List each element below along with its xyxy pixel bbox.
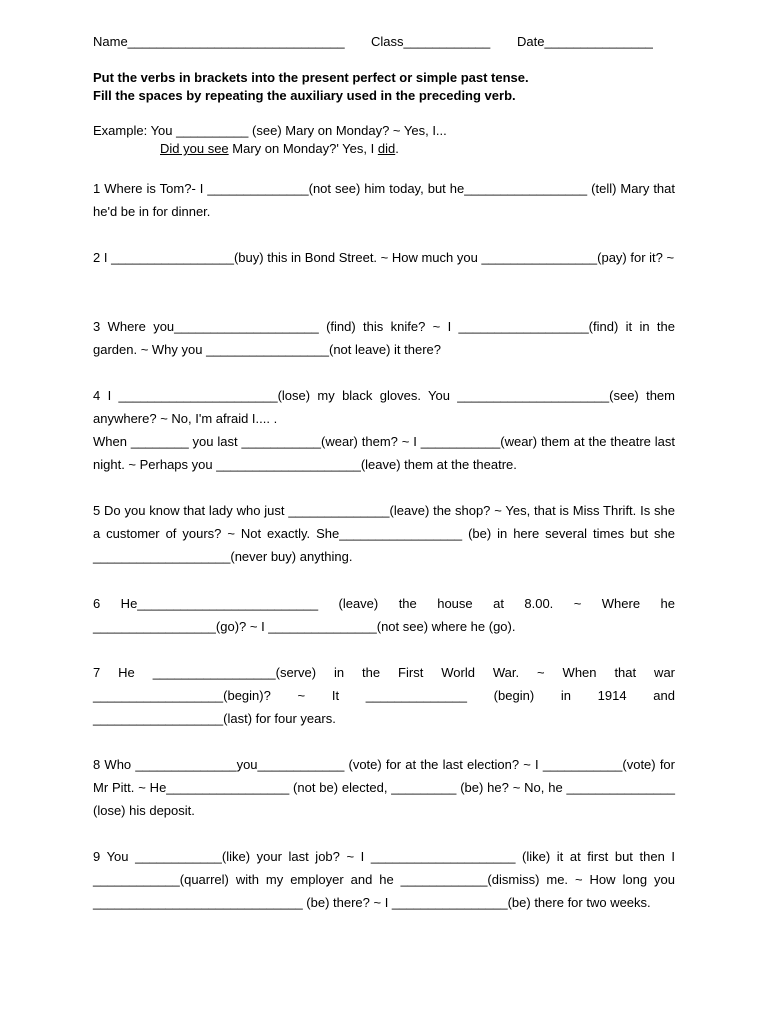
- exercise-text: 6 He_________________________ (leave) the house at 8.00. ~ Where he _________________(go)? ~ I _______________(not see) where he (go).: [93, 596, 675, 634]
- exercise-8: [93, 753, 675, 822]
- exercise-2: [93, 246, 675, 269]
- exercise-7: [93, 661, 675, 730]
- example-block: [93, 122, 675, 158]
- example-question: Example: You __________ (see) Mary on Monday? ~ Yes, I...: [93, 123, 447, 138]
- example-answer-text: Mary on Monday?' Yes, I: [228, 141, 378, 156]
- exercise-3: [93, 315, 675, 361]
- exercise-text: 7 He _________________(serve) in the First World War. ~ When that war __________________(begin)? ~ It ______________ (begin) in 1914 and __________________(last) for four years.: [93, 665, 675, 726]
- class-field: Class____________: [371, 34, 491, 49]
- instruction-line-2: Fill the spaces by repeating the auxiliary used in the preceding verb.: [93, 88, 516, 103]
- instructions: [93, 69, 675, 105]
- exercise-text: 1 Where is Tom?- I ______________(not see) him today, but he_________________ (tell) Mary that he'd be in for dinner.: [93, 181, 675, 219]
- example-answer: [93, 140, 675, 158]
- header-fields: [93, 34, 675, 49]
- exercise-4: [93, 384, 675, 476]
- instruction-line-1: Put the verbs in brackets into the present perfect or simple past tense.: [93, 70, 529, 85]
- exercise-text: 3 Where you____________________ (find) this knife? ~ I __________________(find) it in the garden. ~ Why you _________________(not leave) it there?: [93, 319, 675, 357]
- exercise-text: 5 Do you know that lady who just ______________(leave) the shop? ~ Yes, that is Miss Thrift. Is she a customer of yours? ~ Not exactly. She_________________ (be) in here several times but she ___________________(never buy) anything.: [93, 503, 675, 564]
- exercise-text: 8 Who ______________you____________ (vote) for at the last election? ~ I ___________(vote) for Mr Pitt. ~ He_________________ (not be) elected, _________ (be) he? ~ No, he _______________ (lose) his deposit.: [93, 757, 675, 818]
- date-field: Date_______________: [517, 34, 653, 49]
- exercise-6: [93, 592, 675, 638]
- exercise-1: [93, 177, 675, 223]
- name-field: Name______________________________: [93, 34, 345, 49]
- exercise-text: 4 I ______________________(lose) my black gloves. You _____________________(see) them anywhere? ~ No, I'm afraid I.... .: [93, 388, 675, 426]
- exercise-text: 2 I _________________(buy) this in Bond Street. ~ How much you ________________(pay) for it? ~: [93, 250, 675, 265]
- exercise-5: [93, 499, 675, 568]
- example-answer-did: did: [377, 141, 396, 156]
- exercise-9: [93, 845, 675, 914]
- example-answer-underlined: Did you see: [160, 141, 229, 156]
- example-answer-end: .: [395, 141, 399, 156]
- exercise-text-continued: When ________ you last ___________(wear) them? ~ I ___________(wear) them at the theatre last night. ~ Perhaps you ____________________(leave) them at the theatre.: [93, 434, 675, 472]
- exercise-text: 9 You ____________(like) your last job? ~ I ____________________ (like) it at first but then I ____________(quarrel) with my employer and he ____________(dismiss) me. ~ How long you _____________________________ (be) there? ~ I ________________(be) there for two weeks.: [93, 849, 675, 910]
